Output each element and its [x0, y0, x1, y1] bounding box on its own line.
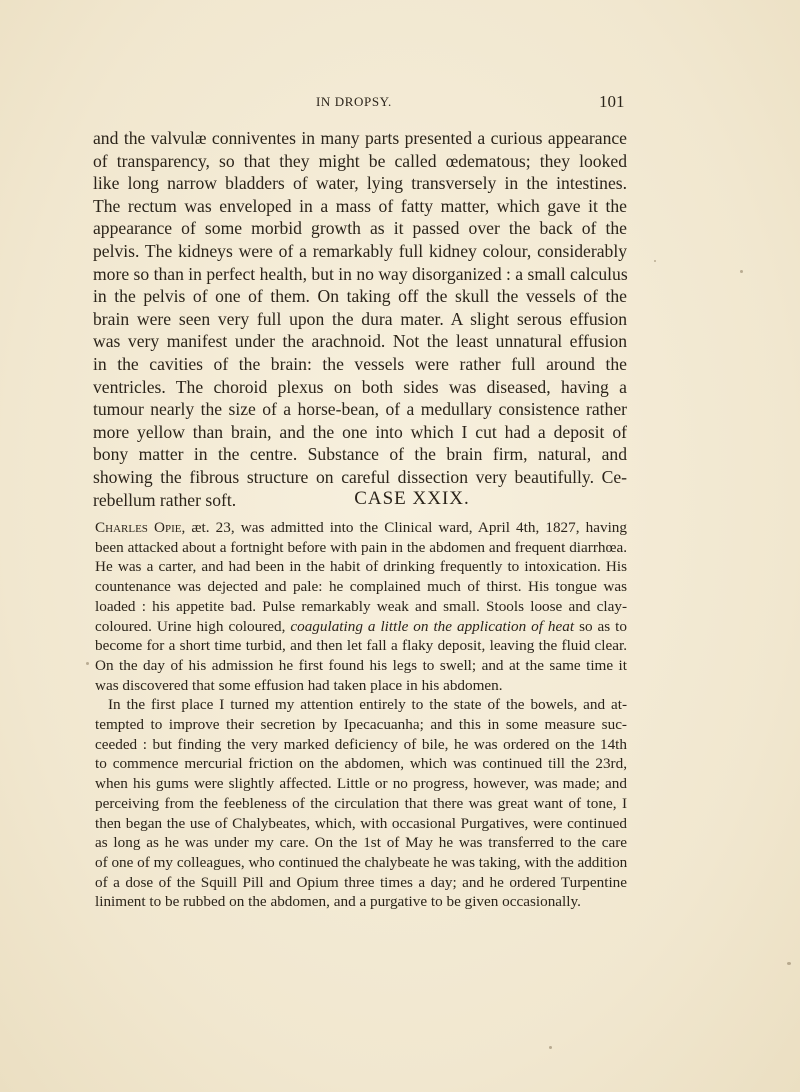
text-line: was very manifest under the arachnoid. Not the least unnatural effusion — [93, 331, 627, 352]
text-line-with-italic — [95, 617, 627, 637]
text-line: in the pelvis of one of them. On taking off the skull the vessels of the — [93, 286, 627, 307]
page-number: 101 — [599, 92, 625, 111]
text-after-italic: so as to — [574, 617, 627, 635]
text-line: rebellum rather soft. — [93, 489, 237, 510]
text-line: like long narrow bladders of water, lying transversely in the intestines. — [93, 173, 627, 194]
text-line: then began the use of Chalybeates, which, with occasional Purgatives, were continued — [95, 814, 627, 832]
text-line: perceiving from the feebleness of the circulation that there was great want of tone, I — [95, 794, 627, 812]
text-line: of one of my colleagues, who continued the chalybeate he was taking, with the addition — [95, 853, 628, 871]
text-line: ceeded : but finding the very marked deficiency of bile, he was ordered on the 14th — [95, 735, 627, 753]
text-line: bony matter in the centre. Substance of the brain firm, natural, and — [93, 444, 627, 465]
text-line: when his gums were slightly affected. Little or no progress, however, was made; and — [95, 775, 627, 793]
text-line: The rectum was enveloped in a mass of fatty matter, which gave it the — [93, 195, 627, 216]
text-line: more so than in perfect health, but in no way disorganized : a small calculus — [93, 263, 628, 284]
case-first-line-text: æt. 23, was admitted into the Clinical ward, April 4th, 1827, having — [185, 519, 627, 536]
case-first-line — [95, 518, 627, 538]
text-line: as long as he was under my care. On the 1st of May he was transferred to the care — [95, 834, 627, 852]
text-line: In the first place I turned my attention entirely to the state of the bowels, and at- — [108, 696, 627, 714]
patient-name: Charles Opie, — [95, 519, 186, 536]
text-line: of transparency, so that they might be called œdematous; they looked — [93, 150, 627, 171]
paper-speck — [740, 270, 743, 273]
text-before-italic: coloured. Urine high coloured, — [95, 617, 291, 635]
text-line: On the day of his admission he first found his legs to swell; and at the same time it — [95, 656, 627, 674]
text-line: ventricles. The choroid plexus on both sides was diseased, having a — [93, 376, 627, 397]
text-line: in the cavities of the brain: the vessels were rather full around the — [93, 353, 627, 374]
text-line: liniment to be rubbed on the abdomen, and a purgative to be given occasionally. — [95, 893, 581, 911]
text-line: to commence mercurial friction on the abdomen, which was continued till the 23rd, — [95, 755, 627, 773]
text-line: loaded : his appetite bad. Pulse remarkably weak and small. Stools loose and clay- — [95, 597, 627, 615]
continued-paragraph — [93, 127, 627, 511]
paper-speck — [549, 1046, 552, 1049]
text-line: brain were seen very full upon the dura mater. A slight serous effusion — [93, 308, 627, 329]
italic-phrase: coagulating a little on the application of heat — [290, 617, 575, 635]
text-line: showing the fibrous structure on careful dissection very beautifully. Ce- — [93, 466, 627, 487]
text-line: pelvis. The kidneys were of a remarkably full kidney colour, considerably — [93, 240, 627, 261]
case-heading: CASE XXIX. — [354, 488, 470, 509]
text-line: countenance was dejected and pale: he complained much of thirst. His tongue was — [95, 578, 627, 596]
text-line: of a dose of the Squill Pill and Opium three times a day; and he ordered Turpentine — [95, 873, 627, 891]
running-title: IN DROPSY. — [316, 94, 392, 109]
paper-speck — [787, 962, 791, 965]
text-line: tempted to improve their secretion by Ipecacuanha; and this in some measure suc- — [95, 716, 627, 734]
text-line: become for a short time turbid, and then let fall a flaky deposit, leaving the fluid clear. — [95, 637, 627, 655]
text-line: was discovered that some effusion had taken place in his abdomen. — [95, 676, 503, 694]
paper-speck — [86, 662, 89, 665]
text-line: appearance of some morbid growth as it passed over the back of the — [93, 218, 627, 239]
text-line: He was a carter, and had been in the habit of drinking frequently to intoxication. His — [95, 558, 627, 576]
text-line: tumour nearly the size of a horse-bean, of a medullary consistence rather — [93, 399, 627, 420]
text-line: more yellow than brain, and the one into which I cut had a deposit of — [93, 421, 627, 442]
running-head — [0, 94, 800, 114]
text-line: and the valvulæ conniventes in many parts presented a curious appearance — [93, 128, 627, 148]
text-line: been attacked about a fortnight before with pain in the abdomen and frequent diarrhœa. — [95, 538, 627, 556]
case-report — [95, 518, 627, 912]
paper-speck — [654, 260, 656, 262]
